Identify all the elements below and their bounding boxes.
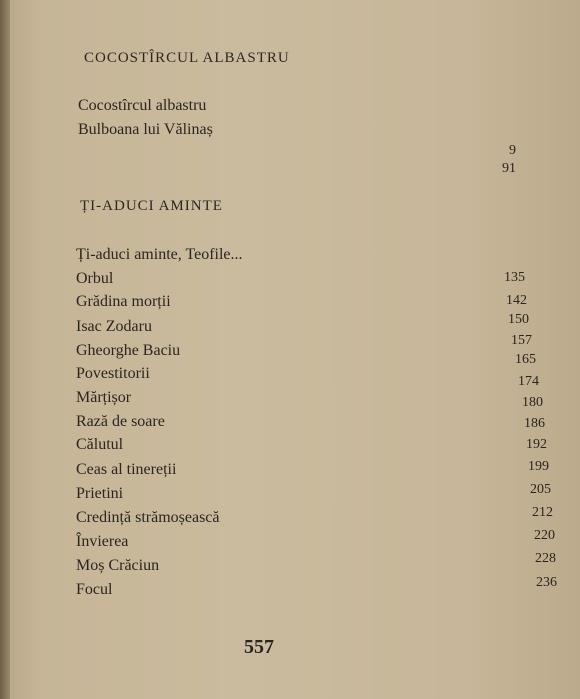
toc-entry-title: Credință strămoșească — [76, 509, 220, 526]
toc-entry-title: Rază de soare — [76, 413, 165, 430]
toc-entry-page: 150 — [508, 312, 529, 327]
toc-entry-title: Grădina morții — [76, 293, 171, 310]
toc-entry-page: 220 — [534, 528, 555, 543]
toc-entry-title: Focul — [76, 581, 113, 598]
toc-entry-page: 228 — [535, 551, 556, 566]
toc-entry-title: Călutul — [76, 436, 124, 453]
toc-entry-title: Bulboana lui Vălinaș — [78, 121, 213, 138]
toc-entry-page: 142 — [506, 293, 527, 308]
toc-entry-title: Ți-aduci aminte, Teofile... — [76, 246, 243, 263]
toc-entry-page: 135 — [504, 270, 525, 285]
toc-entry-title: Ceas al tinereții — [76, 461, 177, 478]
section-heading-cocostircul: COCOSTÎRCUL ALBASTRU — [84, 50, 290, 66]
toc-entry-page: 212 — [532, 505, 553, 520]
toc-entry-title: Povestitorii — [76, 365, 150, 382]
toc-entry-page: 205 — [530, 482, 551, 497]
toc-entry-page: 236 — [536, 575, 557, 590]
toc-entry-title: Orbul — [76, 270, 114, 287]
toc-entry-page: 91 — [502, 161, 516, 176]
toc-entry-title: Moș Crăciun — [76, 557, 160, 574]
toc-entry-page: 186 — [524, 416, 545, 431]
toc-entry-page: 199 — [528, 459, 549, 474]
toc-entry-title: Învierea — [76, 533, 129, 550]
toc-entry-title: Isac Zodaru — [76, 318, 152, 335]
toc-entry-title: Mărțișor — [76, 389, 132, 406]
toc-entry-title: Cocostîrcul albastru — [78, 97, 207, 114]
toc-entry-title: Gheorghe Baciu — [76, 342, 181, 359]
page-number: 557 — [244, 636, 274, 658]
toc-entry-page: 9 — [509, 143, 516, 158]
toc-entry-title: Prietini — [76, 485, 124, 502]
toc-entry-page: 165 — [515, 352, 536, 367]
book-gutter — [0, 0, 10, 699]
section-heading-ti-aduci-aminte: ȚI-ADUCI AMINTE — [80, 198, 223, 214]
toc-entry-page: 157 — [511, 333, 532, 348]
toc-entry-page: 192 — [526, 437, 547, 452]
toc-entry-page: 174 — [518, 374, 539, 389]
toc-entry-page: 180 — [522, 395, 543, 410]
